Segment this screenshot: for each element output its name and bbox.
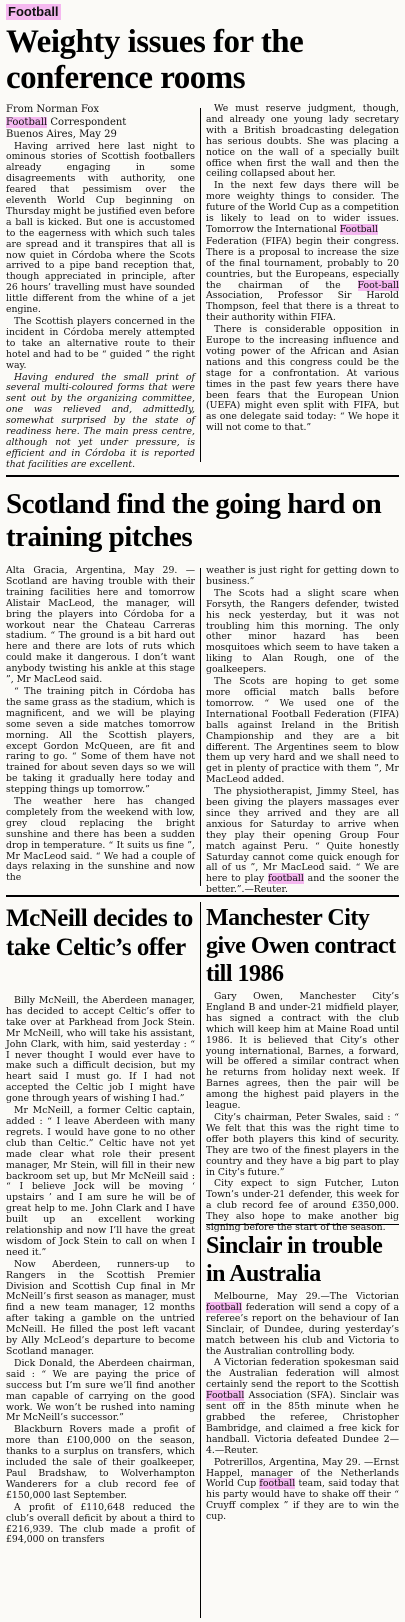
story2-para: The Scots are hoping to get some more official match balls before tomorrow. “ We used one of the International Football Federation (FIFA) balls against Ireland in the British Championship and they are a bit different. The Argentines seem to blow them up very hard and we shall need to get in plenty of practice with them ”, Mr MacLeod added.	[206, 676, 399, 786]
story1-para: The Scottish players concerned in the incident in Córdoba merely attempted to take an alternative route to their hotel and had to be “ guided ” the right way.	[6, 316, 195, 371]
story1-para-text: Having endured the small print of several multi-coloured forms that were sent out by the organizing committee, one was relieved and, admittedly, somewhat surprised by the state of readiness here. The main press centre, although not yet under pressure, is efficient and in Córdoba it is reported that facilities are excellent.	[6, 371, 195, 470]
story1-headline: Weighty issues for the conference rooms	[6, 24, 304, 96]
story5-body	[206, 1292, 399, 1618]
story2-para: The weather here has changed completely from the weekend with low, grey cloud replacing the bright sunshine and there has been a sudden drop in temperature. “ It suits us fine ”, Mr MacLeod said. “ We had a couple of days relaxing in the sunshine and now the	[6, 796, 195, 884]
story1-para: Having arrived here last night to ominous stories of Scottish footballers already engaging in some disagreements with authority, one feared that pessimism over the eleventh World Cup beginning on Thursday might be justified even before a ball is kicked. But one is accustomed to the eagerness with which such tales are spread and it transpires that all is now quiet in Córdoba where the Scots arrived to a pipe band reception that, though appreciated in principle, after 26 hours’ travelling must have sounded little different from the whine of a jet engine.	[6, 140, 195, 316]
story5-para-text: Melbourne, May 29.—The Victorian	[214, 1291, 399, 1302]
story4-para: City expect to sign Futcher, Luton Town’s under-21 defender, this week for a club record fee of around £350,000. They also hope to make another big signing before the start of the season.	[206, 1178, 399, 1234]
story-divider	[6, 895, 399, 897]
story4-para: Gary Owen, Manchester City’s England B and under-21 midfield player, has signed a contract with the club which will keep him at Maine Road until 1986. It is believed that City’s other young international, Barnes, a forward, will be offered a similar contract when he returns from holiday next week. If Barnes agrees, then the pair will be among the highest paid players in the league.	[206, 991, 399, 1112]
story1-para-text: Federation (FIFA) begin their congress. There is a proposal to increase the size of the final tournament, probably to 20 countries, but the Europeans, especially the chairman of the	[206, 235, 399, 291]
column-rule	[200, 568, 201, 886]
story3-para: Billy McNeill, the Aberdeen manager, has decided to accept Celtic’s offer to take over at Parkhead from Jock Stein. Mr McNeill, who will take his assistant, John Clark, with him, said yesterday : “ I never thought I would ever have to make such a difficult decision, but my heart said I must go. If I had not accepted the Celtic job I might have gone through years of wishing I had.”	[6, 995, 195, 1105]
story-divider	[6, 475, 399, 477]
story2-para: “ The training pitch in Córdoba has the same grass as the stadium, which is magnificent, and we will be playing some seven a side matches tomorrow morning. All the Scottish players, except Gordon McQueen, are fit and raring to go. “ Some of them have not trained for about seven days so we will be taking it gradually here today and stepping things up tomorrow.”	[6, 685, 195, 796]
story3-para: Blackburn Rovers made a profit of more than £100,000 on the season, thanks to a surplus on transfers, which included the sale of their goalkeeper, Paul Bradshaw, to Wolverhampton Wanderers for a club record fee of £150,000 last September.	[6, 1424, 195, 1501]
story5-para-text: Potrerillos, Argentina, May 29. —Ernst Happel, manager of the Netherlands World Cup	[206, 1456, 399, 1490]
story1-para: We must reserve judgment, though, and already one young lady secretary with a British broadcasting delegation has serious doubts. She was placing a notice on the wall of a specially built office when first the wall and then the ceiling collapsed about her.	[206, 103, 399, 180]
story1-para: There is considerable opposition in Europe to the increasing influence and voting power of the African and Asian nations and this congress could be the stage for a confrontation. At various times in the past few years there have been fears that the European Union (UEFA) might even split with FIFA, but as one delegate said today: “ We hope it will not come to that.”	[206, 324, 399, 434]
story5-para-text: A Victorian federation spokesman said the Australian federation will almost certainly send the report to the Scottish	[206, 1357, 399, 1391]
story1-dateline: Buenos Aires, May 29	[6, 129, 117, 140]
story5-para	[206, 1292, 399, 1357]
story5-para-text: federation will send a copy of a referee’s report on the behaviour of Ian Sinclair, of Dundee, during yesterday’s match between his club and Victoria to the Australian controlling body.	[206, 1301, 399, 1357]
story2-para: Alta Gracia, Argentina, May 29. —Scotland are having trouble with their training facilities here and tomorrow Alistair MacLeod, the manager, will bring the players into Córdoba for a workout near the Chateau Carreras stadium. “ The ground is a bit hard out here and there are lots of ruts which could make it dangerous. I don’t want anybody twisting his ankle at this stage ”, Mr MacLeod said.	[6, 565, 195, 686]
story5-hl-football: football	[206, 1301, 242, 1313]
story5-hl-football: football	[259, 1478, 296, 1490]
column-rule	[200, 902, 201, 1618]
story3-headline: McNeill decides to take Celtic’s offer	[6, 905, 193, 961]
story1-para	[206, 237, 399, 324]
story1-para-text: Association, Professor Sir Harold Thompson, feel that there is a threat to their authority within FIFA.	[206, 290, 399, 324]
story2-para-text: The physiotherapist, Jimmy Steel, has been giving the players massages ever since they arrived and they are all anxious for Saturday to arrive when they play their opening Group Four match against Peru. “ Quite honestly Saturday cannot come quick enough for all of us ”, Mr MacLeod said. “ We are here to play	[206, 786, 399, 885]
story1-para-text: In the next few days there will be more weighty things to consider. The future of the World Cup as a competition is likely to lead on to wider issues. Tomorrow the International	[206, 180, 399, 235]
story1-byline-name: From Norman Fox	[6, 104, 100, 115]
story4-headline: Manchester City give Owen contract till 1986	[206, 905, 396, 987]
story2-para: weather is just right for getting down to business.”	[206, 565, 399, 587]
story1-byline-role	[6, 117, 195, 129]
story3-body	[6, 996, 195, 1618]
story-divider	[206, 1224, 399, 1225]
story3-para: Mr McNeill, a former Celtic captain, added : “ I leave Aberdeen with many regrets. I would have gone to no other club than Celtic.” Celtic have not yet made clear what role their present manager, Mr Stein, will fill in their new backroom set up, but Mr McNeill said : “ I believe Jock will be moving ‘ upstairs ’ and I am sure he will be of great help to me. John Clark and I have built up an excellent working relationship and now I’ll have the great wisdom of Jock Stein to call on when I need it.”	[6, 1105, 195, 1258]
story1-col-right	[206, 104, 399, 466]
story1-para	[6, 373, 195, 471]
section-label: Football	[8, 4, 59, 19]
story2-para-text: and the sooner the better.”.—Reuter.	[206, 873, 399, 896]
story2-hl-football: football	[268, 873, 304, 885]
column-rule	[200, 108, 201, 462]
story4-para: City’s chairman, Peter Swales, said : “ We felt that this was the right time to offer both players this kind of security. They are two of the finest players in the country and they have a big part to play in City’s future.”	[206, 1111, 399, 1178]
story1-hl-football: Football	[339, 223, 379, 235]
story1-byline-role-suffix: Correspondent	[50, 116, 127, 128]
story5-para	[206, 1458, 399, 1523]
story1-hl-football: Foot-ball	[357, 279, 399, 291]
story5-para-text: Association (SFA). Sinclair was sent off in the 85th minute when he grabbed the referee, Christopher Bambridge, and claimed a free kick for handball. Victoria defeated Dundee 2—4.—Reuter.	[206, 1390, 399, 1456]
story5-para-text: team, said today that his party would have to shake off their “ Cruyff complex ” if they are to win the cup.	[206, 1478, 399, 1523]
story2-para: The Scots had a slight scare when Forsyth, the Rangers defender, twisted his neck yesterday, but it was not troubling him this morning. The only other minor hazard has been mosquitoes which seem to have taken a liking to Alan Rough, one of the goalkeepers.	[206, 587, 399, 676]
story2-headline: Scotland find the going hard on training pitches	[6, 488, 382, 553]
story1-col-left	[6, 104, 195, 470]
story4-body	[206, 991, 399, 1234]
story2-para	[206, 787, 399, 896]
story3-para: Dick Donald, the Aberdeen chairman, said : “ We are paying the price of success but I’m sure we’ll find another man capable of carrying on the good work. We won’t be rushed into naming Mr McNeill’s successor.”	[6, 1357, 195, 1424]
story2-col-left	[6, 566, 195, 888]
story3-para: A profit of £110,648 reduced the club’s overall deficit by about a third to £216,939. The club made a profit of £94,000 on transfers	[6, 1501, 195, 1546]
story1-byline-role-hl: Football	[6, 116, 48, 128]
story5-para	[206, 1358, 399, 1456]
story5-hl-football: Football	[206, 1390, 245, 1402]
story3-para: Now Aberdeen, runners-up to Rangers in the Scottish Premier Division and Scottish Cup final in Mr McNeill’s first season as manager, must find a new team manager, 12 months after taking a gamble on the untried McNeill. He filled the post left vacant by Ally McLeod’s departure to become Scotland manager.	[6, 1258, 195, 1357]
story5-headline: Sinclair in trouble in Australia	[206, 1233, 383, 1287]
story2-col-right	[206, 565, 399, 896]
story1-para	[206, 181, 399, 236]
